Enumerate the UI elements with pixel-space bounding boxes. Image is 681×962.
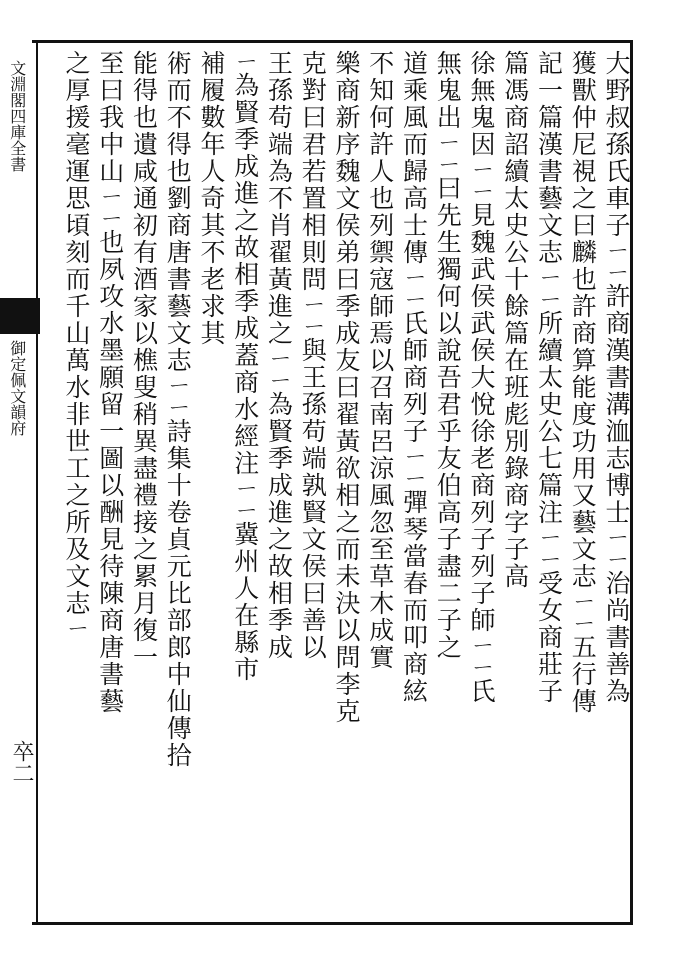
bottom-border: [32, 922, 632, 925]
text-column: [364, 50, 396, 920]
text-column: [60, 50, 92, 920]
margin-lower-text: 御定佩文韻府: [7, 340, 27, 436]
fishtail-tab: [0, 298, 40, 334]
text-column: [94, 50, 126, 920]
column-text: 篇馮商詔續太史公十餘篇在班彪別錄商字子高: [500, 50, 530, 590]
text-column: [499, 50, 531, 920]
column-text: 補履數年人奇其不老求其: [197, 50, 226, 347]
top-border: [32, 40, 632, 43]
column-text: 道乘風而歸高士傳ㄧㄧ氏師商列子ㄧㄧ彈琴當春而叩商絃: [399, 50, 429, 705]
column-text: 術而不得也劉商唐書藝文志ㄧㄧ詩集十卷貞元比部郎中仙傳拾: [163, 50, 193, 769]
folio-number: 卒二: [9, 740, 34, 784]
text-column: [296, 50, 328, 920]
text-column: [195, 50, 227, 920]
text-column: [330, 50, 362, 920]
column-text: 不知何許人也列禦寇師焉以召南呂涼風忽至草木成實: [365, 50, 395, 671]
text-column: [431, 50, 463, 920]
column-text: 大野叔孫氏車子ㄧㄧ許商漢書溝洫志博士ㄧㄧ治尚書善為: [602, 50, 631, 705]
column-text: 無鬼出ㄧㄧ曰先生獨何以說吾君乎友伯高子盡二子之: [433, 50, 463, 661]
column-text: ㄧ為賢季成進之故相季成蓋商水經注ㄧㄧ冀州人在縣市: [230, 50, 260, 683]
text-column: [600, 50, 632, 920]
column-text: 克對曰君若置相則問ㄧㄧ與王孫苟端孰賢文侯曰善以: [298, 50, 328, 661]
text-column: [128, 50, 160, 920]
text-column: [161, 50, 193, 920]
column-text: 記一篇漢書藝文志ㄧㄧ所續太史公七篇注ㄧㄧ受女商莊子: [534, 50, 564, 705]
text-column: [263, 50, 295, 920]
text-column: [398, 50, 430, 920]
text-column: [465, 50, 497, 920]
margin-lower-title: [4, 340, 30, 436]
column-text: 樂商新序魏文侯弟曰季成友曰翟黃欲相之而未決以問李克: [332, 50, 361, 725]
text-column: [566, 50, 598, 920]
margin-divider: [36, 40, 38, 925]
column-text: 獲獸仲尼視之曰麟也許商算能度功用又藝文志ㄧㄧ五行傳: [568, 50, 598, 715]
column-text: 能得也遺咸通初有酒家以樵叟稍異盡禮接之累月復一: [129, 50, 159, 671]
text-column: [229, 50, 261, 920]
column-text: 徐無鬼因ㄧㄧ見魏武侯武侯大悅徐老商列子列子師ㄧㄧ氏: [467, 50, 496, 705]
margin-upper-text: 文淵閣四庫全書: [7, 60, 27, 172]
text-column: [533, 50, 565, 920]
column-text: 至曰我中山ㄧㄧ也夙攻水墨願留一圖以酬見待陳商唐書藝: [95, 50, 125, 715]
column-text: 之厚援毫運思頃刻而千山萬水非世工之所及文志ㄧ: [62, 50, 91, 639]
margin-upper-title: [4, 60, 30, 172]
column-text: 王孫苟端為不肖翟黃進之ㄧㄧ為賢季成進之故相季成: [264, 50, 294, 661]
